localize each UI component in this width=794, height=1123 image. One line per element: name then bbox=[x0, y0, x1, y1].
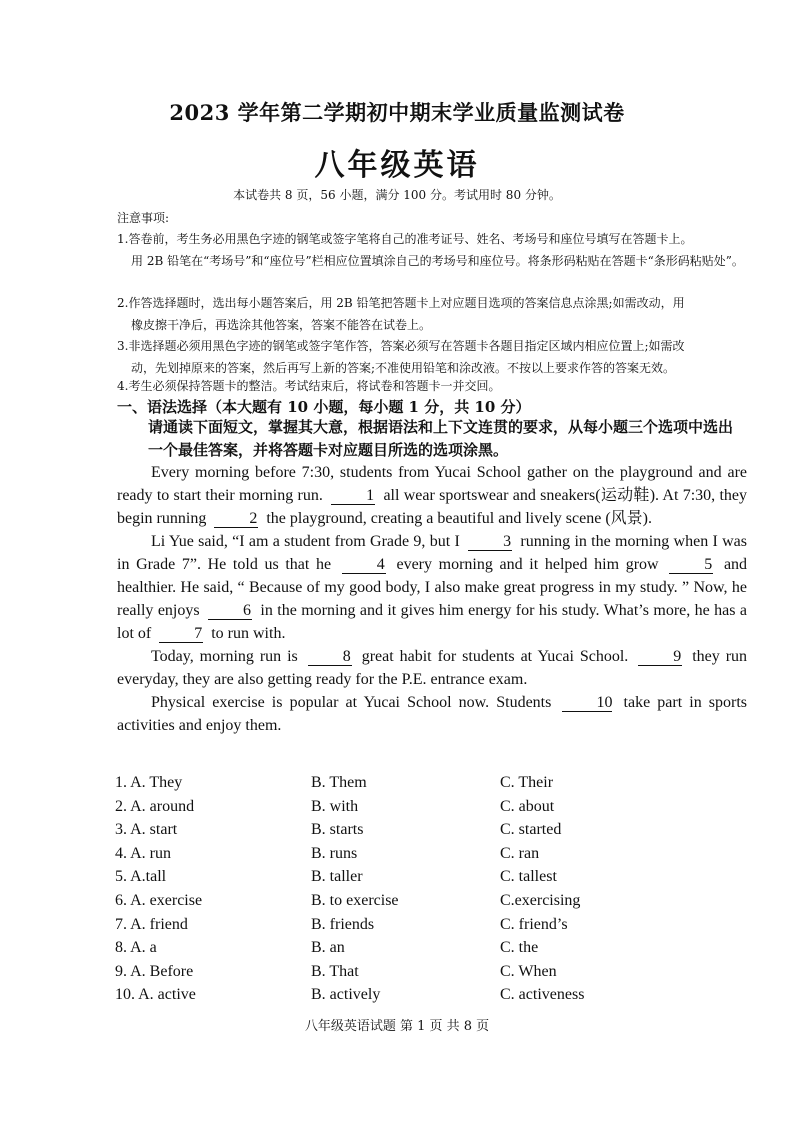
option-a: 6. A. exercise bbox=[115, 891, 203, 909]
passage-text: in the morning and it gives him energy for his study. What’s more, he has a lot of bbox=[117, 602, 747, 642]
passage-text: great habit for students at Yucai School. bbox=[361, 648, 629, 665]
note-line: 2.作答选择题时，选出每小题答案后，用 2B 铅笔把答题卡上对应题目选项的答案信息点涂黑;如需改动，用 bbox=[117, 296, 685, 310]
exam-info: 本试卷共 8 页，56 小题，满分 100 分。考试用时 80 分钟。 bbox=[233, 188, 561, 202]
option-c: C. started bbox=[500, 821, 562, 839]
blank-9: 9 bbox=[638, 648, 682, 666]
notes-heading: 注意事项: bbox=[117, 211, 170, 225]
option-a: 5. A.tall bbox=[115, 868, 167, 886]
option-row-6 bbox=[115, 892, 755, 916]
option-row-10 bbox=[115, 986, 755, 1010]
passage-text: they run everyday, they are also getting ready for the P.E. entrance exam. bbox=[117, 648, 748, 688]
blank-4: 4 bbox=[342, 556, 386, 574]
option-a: 2. A. around bbox=[115, 797, 195, 815]
option-a: 7. A. friend bbox=[115, 915, 188, 933]
passage-paragraph-2 bbox=[117, 530, 747, 645]
option-c: C. about bbox=[500, 797, 555, 815]
option-b: B. friends bbox=[311, 915, 375, 933]
exam-title: 2023 学年第二学期初中期末学业质量监测试卷 bbox=[169, 100, 625, 125]
note-line-continued: 用 2B 铅笔在“考场号”和“座位号”栏相应位置填涂自己的考场号和座位号。将条形码粘贴在答题卡“条形码粘贴处”。 bbox=[131, 253, 744, 268]
option-a: 10. A. active bbox=[115, 986, 196, 1004]
passage-text: running in the morning when I was in Grade 7”. He told us that he bbox=[117, 533, 747, 573]
option-a: 1. A. They bbox=[115, 774, 183, 791]
option-b: B. with bbox=[311, 797, 359, 815]
option-b: B. Them bbox=[311, 774, 367, 791]
passage-text: Li Yue said, “I am a student from Grade 9, but I bbox=[151, 533, 460, 550]
passage-text: to run with. bbox=[211, 625, 286, 642]
note-item-2 bbox=[117, 293, 747, 336]
blank-8: 8 bbox=[308, 648, 352, 666]
option-b: B. to exercise bbox=[311, 891, 399, 909]
option-a: 3. A. start bbox=[115, 821, 178, 839]
passage-paragraph-4 bbox=[117, 691, 747, 737]
blank-2: 2 bbox=[214, 510, 258, 528]
blank-10: 10 bbox=[562, 694, 612, 712]
option-a: 4. A. run bbox=[115, 844, 171, 862]
option-c: C. ran bbox=[500, 844, 540, 862]
note-item-1 bbox=[117, 229, 747, 272]
answer-options bbox=[115, 774, 755, 1010]
option-row-1 bbox=[115, 774, 755, 798]
option-row-4 bbox=[115, 845, 755, 869]
passage-text: the playground, creating a beautiful and lively scene (风景). bbox=[266, 510, 652, 527]
cloze-passage bbox=[117, 461, 747, 737]
option-c: C. tallest bbox=[500, 868, 557, 886]
passage-text: take part in sports activities and enjoy them. bbox=[117, 694, 748, 734]
passage-text: all wear sportswear and sneakers(运动鞋). At 7:30, they begin running bbox=[117, 487, 748, 527]
note-line-continued: 动，先划掉原来的答案，然后再写上新的答案;不准使用铅笔和涂改液。不按以上要求作答的答案无效。 bbox=[131, 360, 676, 375]
passage-text: and healthier. He said, “ Because of my good body, I also make great progress in my study. ” Now, he really enjoys bbox=[117, 556, 748, 619]
passage-text: Physical exercise is popular at Yucai School now. Students bbox=[151, 694, 552, 711]
option-b: B. runs bbox=[311, 844, 358, 862]
subject-title: 八年级英语 bbox=[314, 148, 480, 183]
passage-text: every morning and it helped him grow bbox=[396, 556, 659, 573]
option-b: B. actively bbox=[311, 986, 381, 1004]
option-row-2 bbox=[115, 798, 755, 822]
option-row-8 bbox=[115, 939, 755, 963]
note-item-4 bbox=[117, 376, 747, 398]
option-c: C. the bbox=[500, 939, 539, 957]
passage-paragraph-1 bbox=[117, 461, 747, 530]
section-instruction: 请通读下面短文，掌握其大意，根据语法和上下文连贯的要求，从每小题三个选项中选出一个最佳答案，并将答题卡对应题目所选的选项涂黑。 bbox=[148, 418, 734, 459]
blank-6: 6 bbox=[208, 602, 252, 620]
section-title: 一、语法选择（本大题有 10 小题，每小题 1 分，共 10 分） bbox=[117, 398, 531, 416]
page-footer: 八年级英语试题 第 1 页 共 8 页 bbox=[304, 1019, 490, 1034]
option-a: 9. A. Before bbox=[115, 962, 194, 980]
note-line: 1.答卷前，考生务必用黑色字迹的钢笔或签字笔将自己的准考证号、姓名、考场号和座位号填写在答题卡上。 bbox=[117, 232, 693, 246]
option-a: 8. A. a bbox=[115, 939, 157, 957]
option-b: B. starts bbox=[311, 821, 364, 839]
note-line-continued: 橡皮擦干净后，再选涂其他答案，答案不能答在试卷上。 bbox=[131, 317, 432, 332]
option-c: C.exercising bbox=[500, 891, 581, 909]
option-b: B. an bbox=[311, 939, 345, 957]
option-c: C. activeness bbox=[500, 986, 585, 1004]
note-item-3 bbox=[117, 336, 747, 379]
option-row-7 bbox=[115, 916, 755, 940]
option-row-3 bbox=[115, 821, 755, 845]
blank-7: 7 bbox=[159, 625, 203, 643]
option-c: C. friend’s bbox=[500, 915, 568, 933]
option-b: B. taller bbox=[311, 868, 363, 886]
note-line: 3.非选择题必须用黑色字迹的钢笔或签字笔作答，答案必须写在答题卡各题目指定区域内相应位置上;如需改 bbox=[117, 339, 685, 353]
option-c: C. Their bbox=[500, 774, 554, 791]
passage-text: Every morning before 7:30, students from Yucai School gather on the playground and are ready to start their morning run. bbox=[117, 464, 747, 504]
passage-paragraph-3 bbox=[117, 645, 747, 691]
option-row-9 bbox=[115, 963, 755, 987]
option-row-5 bbox=[115, 868, 755, 892]
passage-text: Today, morning run is bbox=[151, 648, 298, 665]
option-c: C. When bbox=[500, 962, 557, 980]
option-b: B. That bbox=[311, 962, 359, 980]
blank-1: 1 bbox=[331, 487, 375, 505]
blank-5: 5 bbox=[669, 556, 713, 574]
note-line: 4.考生必须保持答题卡的整洁。考试结束后，将试卷和答题卡一并交回。 bbox=[117, 379, 501, 393]
blank-3: 3 bbox=[468, 533, 512, 551]
